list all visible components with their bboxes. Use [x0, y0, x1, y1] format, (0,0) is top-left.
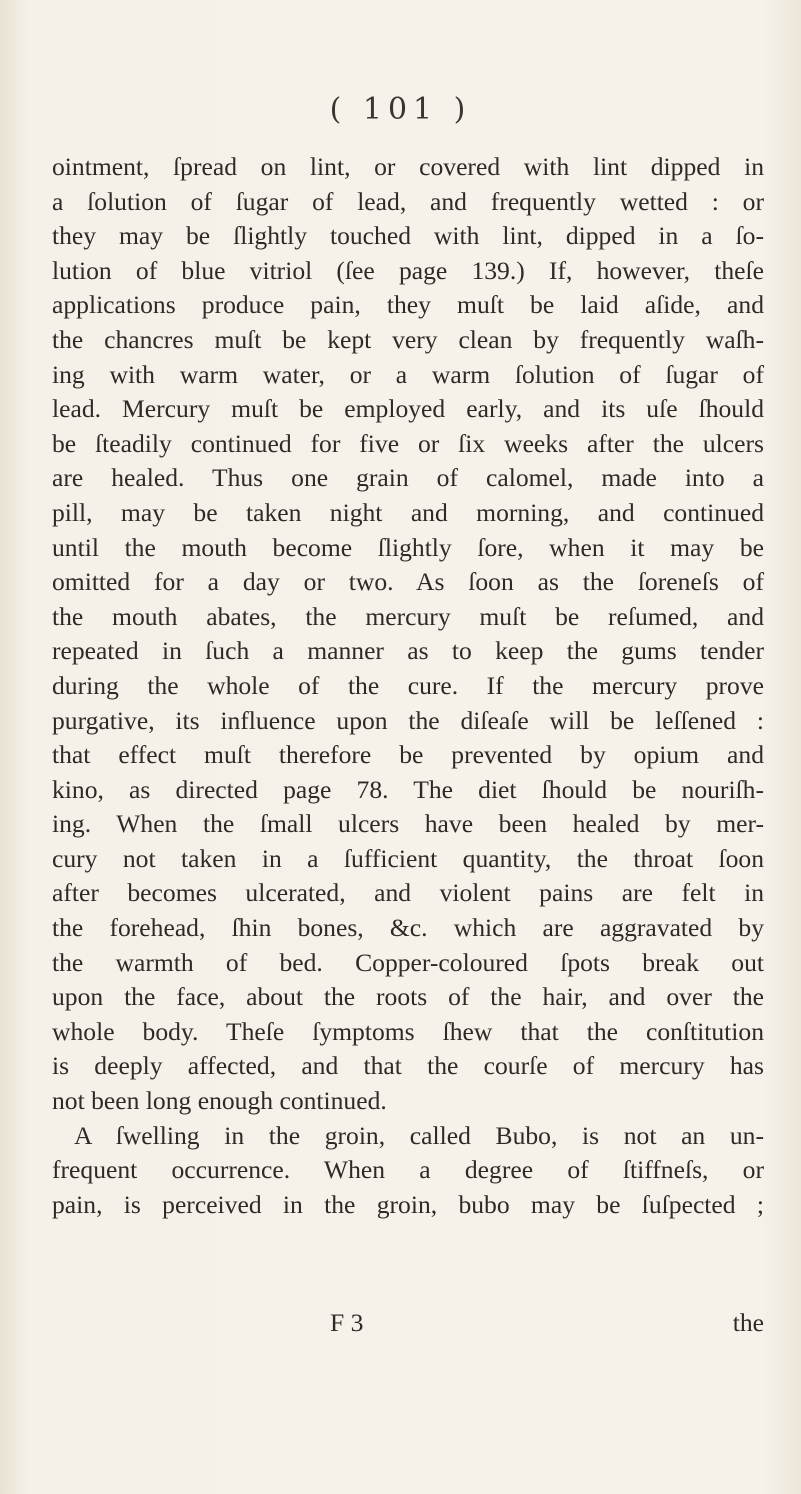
text-line: that effect muſt therefore be prevented by opium and — [52, 740, 764, 770]
text-line: during the whole of the cure. If the mercury prove — [52, 670, 764, 700]
text-line: upon the face, about the roots of the hair, and over the — [52, 982, 764, 1012]
text-line: whole body. Theſe ſymptoms ſhew that the conſtitution — [52, 1016, 764, 1046]
text-line: be ſteadily continued for five or ſix weeks after the ulcers — [52, 428, 764, 458]
text-line: a ſolution of ſugar of lead, and frequently wetted : or — [52, 186, 764, 216]
text-line: lead. Mercury muſt be employed early, and its uſe ſhould — [52, 394, 764, 424]
text-line: after becomes ulcerated, and violent pains are felt in — [52, 878, 764, 908]
catchword: the — [732, 1308, 764, 1337]
text-line: ing. When the ſmall ulcers have been healed by mer- — [52, 809, 764, 839]
page-footer — [52, 1308, 764, 1342]
text-line: is deeply affected, and that the courſe of mercury has — [52, 1051, 764, 1081]
text-line: ointment, ſpread on lint, or covered with lint dipped in — [52, 152, 764, 181]
text-line: purgative, its influence upon the diſeaſe will be leſſened : — [52, 705, 764, 735]
text-line: frequent occurrence. When a degree of ſtiffneſs, or — [52, 1155, 764, 1185]
text-line: they may be ſlightly touched with lint, dipped in a ſo- — [52, 221, 764, 251]
text-line: ing with warm water, or a warm ſolution of ſugar of — [52, 359, 764, 389]
text-line: cury not taken in a ſufficient quantity, the throat ſoon — [52, 843, 764, 873]
text-line: the chancres muſt be kept very clean by frequently waſh- — [52, 324, 764, 354]
text-line: are healed. Thus one grain of calomel, made into a — [52, 463, 764, 493]
text-line: pill, may be taken night and morning, and continued — [52, 497, 764, 527]
page-number: ( 101 ) — [329, 92, 472, 127]
paragraph-end-line: not been long enough continued. — [52, 1086, 387, 1116]
text-line: omitted for a day or two. As ſoon as the ſoreneſs of — [52, 567, 764, 597]
text-line: the warmth of bed. Copper-coloured ſpots break out — [52, 947, 764, 977]
signature-mark: F 3 — [330, 1308, 364, 1337]
text-line: repeated in ſuch a manner as to keep the gums tender — [52, 636, 764, 666]
text-line: the mouth abates, the mercury muſt be reſumed, and — [52, 601, 764, 631]
text-line: pain, is perceived in the groin, bubo may be ſuſpected ; — [52, 1189, 764, 1219]
text-line: until the mouth become ſlightly ſore, when it may be — [52, 532, 764, 562]
text-line: lution of blue vitriol (ſee page 139.) If, however, theſe — [52, 255, 764, 285]
text-line: kino, as directed page 78. The diet ſhould be nouriſh- — [52, 774, 764, 804]
body-text — [52, 150, 764, 1222]
text-line: applications produce pain, they muſt be laid aſide, and — [52, 290, 764, 320]
paragraph-start-line: A ſwelling in the groin, called Bubo, is not an un- — [74, 1120, 764, 1150]
text-line: the forehead, ſhin bones, &c. which are aggravated by — [52, 913, 764, 943]
